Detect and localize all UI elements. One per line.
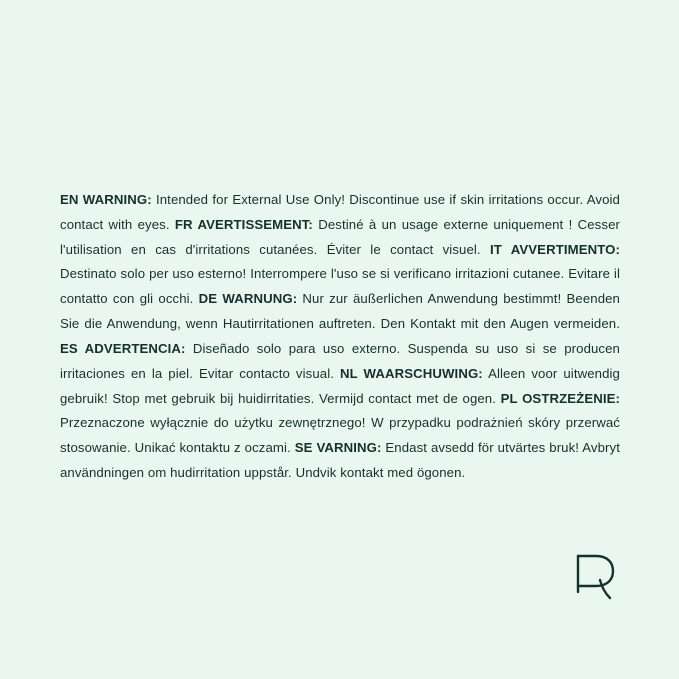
warning-language-label: EN WARNING: xyxy=(60,192,152,207)
warning-language-label: PL OSTRZEŻENIE: xyxy=(500,390,620,406)
warning-language-text: Przeznaczone wyłącznie do użytku zewnętrznego! W przypadku podrażnień skóry przerwać stosowanie. Unikać kontaktu z oczami. xyxy=(60,415,620,456)
warning-language-text: Intended for External Use Only! Discontinue use if skin irritations occur. Avoid contact with eyes. xyxy=(60,192,620,232)
warning-language-label: DE WARNUNG: xyxy=(198,291,298,307)
warning-language-text: Nur zur äußerlichen Anwendung bestimmt! Beenden Sie die Anwendung, wenn Hautirritationen auftreten. Den Kontakt mit den Augen vermeiden. xyxy=(60,291,620,332)
p-monogram-logo-icon xyxy=(572,552,618,604)
warning-language-text: Destinato solo per uso esterno! Interrompere l'uso se si verificano irritazioni cutanee. Evitare il contatto con gli occhi. xyxy=(60,266,620,307)
warning-language-text: Endast avsedd för utvärtes bruk! Avbryt användningen om hudirritation uppstår. Undvik kontakt med ögonen. xyxy=(60,440,621,480)
warning-language-text: Alleen voor uitwendig gebruik! Stop met gebruik bij huidirritaties. Vermijd contact met de ogen. xyxy=(60,365,620,406)
warning-language-label: IT AVVERTIMENTO: xyxy=(490,241,620,257)
warning-language-label: FR AVERTISSEMENT: xyxy=(174,216,313,232)
warning-language-text: Diseñado solo para uso externo. Suspenda su uso si se producen irritaciones en la piel. Evitar contacto visual. xyxy=(60,340,620,381)
warning-language-label: NL WAARSCHUWING: xyxy=(340,365,483,381)
multilingual-warning-text xyxy=(60,188,620,486)
warning-language-text: Destiné à un usage externe uniquement ! Cesser l'utilisation en cas d'irritations cutanées. Éviter le contact visuel. xyxy=(60,216,620,257)
warning-language-label: ES ADVERTENCIA: xyxy=(60,340,186,356)
warning-language-label: SE VARNING: xyxy=(294,440,382,456)
